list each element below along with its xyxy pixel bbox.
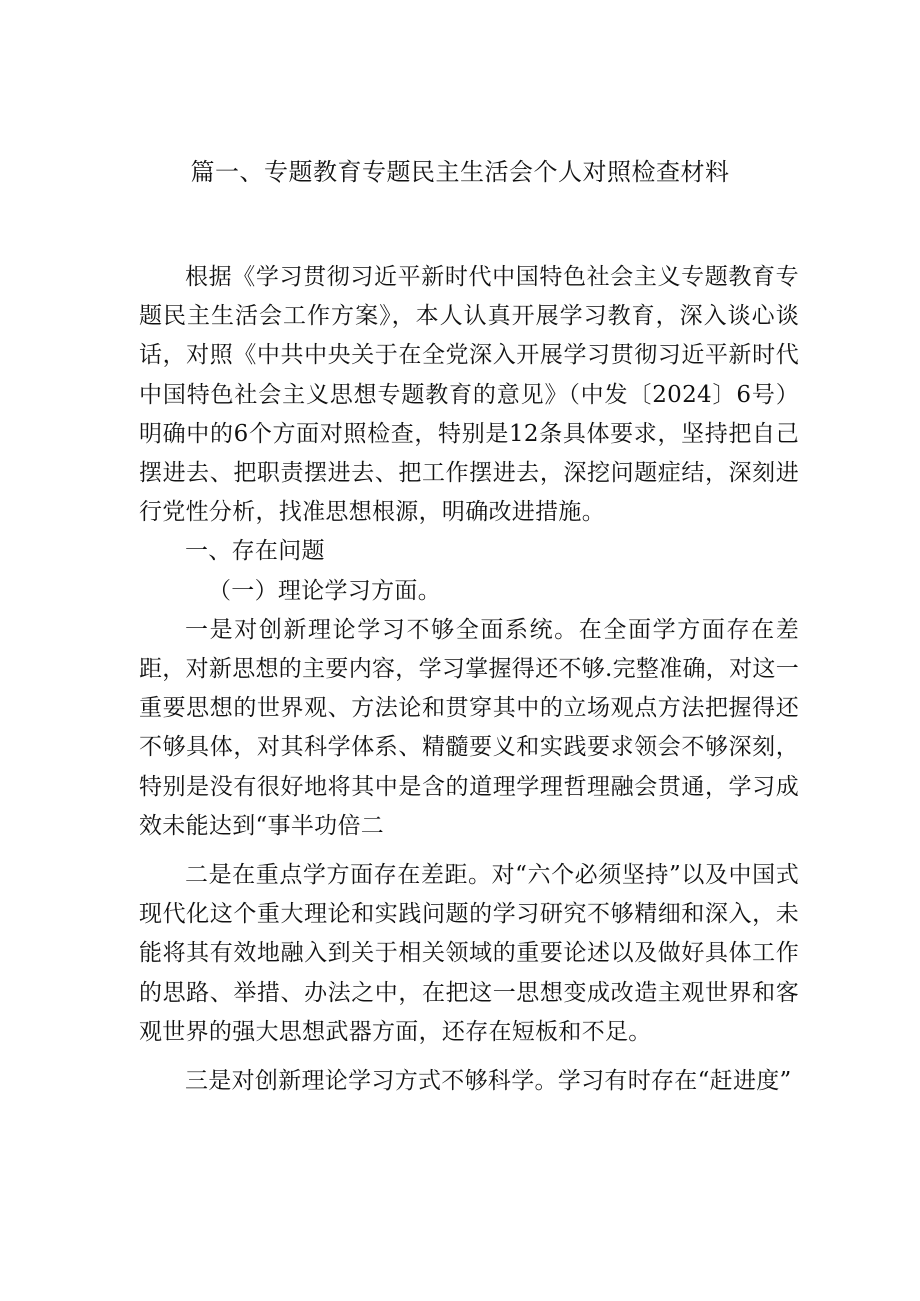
intro-paragraph: 根据《学习贯彻习近平新时代中国特色社会主义专题教育专题民主生活会工作方案》，本人认真开展学习教育，深入谈心谈话，对照《中共中央关于在全党深入开展学习贯彻习近平新时代中国特色社会主义思想专题教育的意见》（中发〔2024〕6号）明确中的6个方面对照检查，特别是12条具体要求，坚持把自己摆进去、把职责摆进去、把工作摆进去，深挖问题症结，深刻进行党性分析，找准思想根源，明确改进措施。 (139, 264, 799, 526)
section-heading-problems: 一、存在问题 (185, 538, 325, 565)
subsection-heading-theory-study: （一）理论学习方面。 (208, 577, 441, 604)
document-body (139, 258, 799, 1101)
document-title: 篇一、专题教育专题民主生活会个人对照检查材料 (190, 158, 730, 186)
paragraph-point-3: 三是对创新理论学习方式不够科学。学习有时存在“赶进度” (185, 1068, 792, 1095)
paragraph-point-1: 一是对创新理论学习不够全面系统。在全面学方面存在差距，对新思想的主要内容，学习掌握得还不够.完整准确，对这一重要思想的世界观、方法论和贯穿其中的立场观点方法把握得还不够具体，对其科学体系、精髓要义和实践要求领会不够深刻，特别是没有很好地将其中是含的道理学理哲理融会贯通，学习成效未能达到“事半功倍二 (139, 616, 800, 839)
paragraph-point-2: 二是在重点学方面存在差距。对“六个必须坚持”以及中国式现代化这个重大理论和实践问题的学习研究不够精细和深入，未能将其有效地融入到关于相关领域的重要论述以及做好具体工作的思路、举措、办法之中，在把这一思想变成改造主观世界和客观世界的强大思想武器方面，还存在短板和不足。 (139, 862, 799, 1045)
